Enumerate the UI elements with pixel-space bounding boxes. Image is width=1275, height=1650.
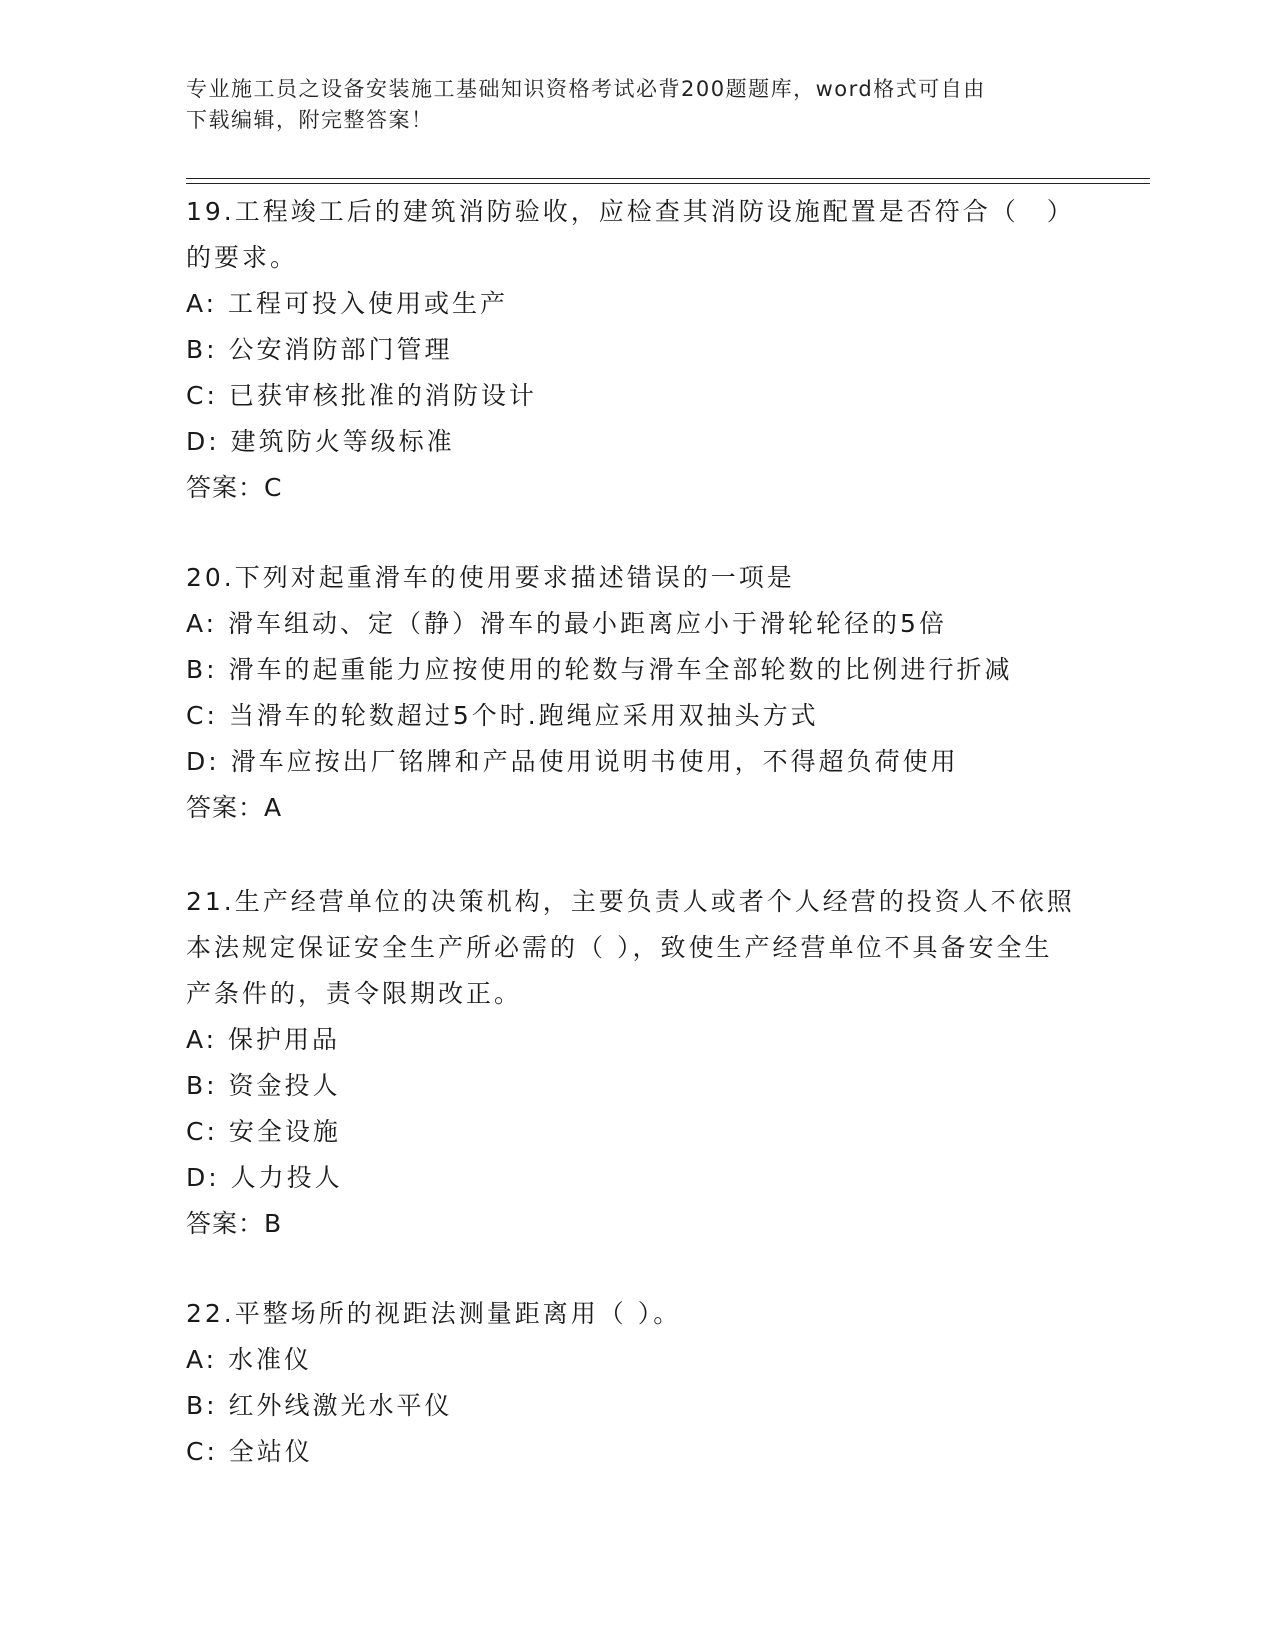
option-b: B: 资金投人: [186, 1071, 341, 1100]
question-spacer: [186, 1247, 1150, 1291]
question-spacer: [186, 511, 1150, 555]
option-c: C: 已获审核批准的消防设计: [186, 381, 537, 410]
option-a: A: 滑车组动、定（静）滑车的最小距离应小于滑轮轮径的5倍: [186, 609, 947, 638]
question-stem: 19.工程竣工后的建筑消防验收，应检查其消防设施配置是否符合（ ）的要求。: [186, 197, 1075, 272]
option-d: D: 人力投人: [186, 1163, 343, 1192]
answer: 答案：C: [186, 473, 283, 502]
header-divider: [186, 178, 1150, 179]
question-stem: 20.下列对起重滑车的使用要求描述错误的一项是: [186, 563, 795, 592]
question-spacer: [186, 831, 1150, 879]
question-21: [186, 879, 1150, 1247]
option-d: D: 滑车应按出厂铭牌和产品使用说明书使用，不得超负荷使用: [186, 747, 959, 776]
option-c: C: 安全设施: [186, 1117, 341, 1146]
option-c: C: 当滑车的轮数超过5个时.跑绳应采用双抽头方式: [186, 701, 819, 730]
question-20: [186, 555, 1150, 831]
header-line: 专业施工员之设备安装施工基础知识资格考试必背200题题库，word格式可自由: [186, 77, 986, 101]
question-19: [186, 189, 1150, 511]
option-a: A: 保护用品: [186, 1025, 341, 1054]
question-22: [186, 1291, 1150, 1475]
header-divider: [186, 183, 1150, 184]
answer: 答案：A: [186, 793, 283, 822]
question-stem: 22.平整场所的视距法测量距离用（ ）。: [186, 1299, 682, 1328]
option-c: C: 全站仪: [186, 1437, 313, 1466]
option-b: B: 红外线激光水平仪: [186, 1391, 453, 1420]
document-header: [186, 74, 1086, 136]
question-list: [186, 189, 1150, 1475]
option-b: B: 公安消防部门管理: [186, 335, 453, 364]
question-stem: 21.生产经营单位的决策机构，主要负责人或者个人经营的投资人不依照本法规定保证安全生产所必需的（ ），致使生产经营单位不具备安全生产条件的，责令限期改正。: [186, 887, 1075, 1008]
option-d: D: 建筑防火等级标准: [186, 427, 455, 456]
header-line: 下载编辑，附完整答案！: [186, 108, 434, 132]
option-b: B: 滑车的起重能力应按使用的轮数与滑车全部轮数的比例进行折减: [186, 655, 1013, 684]
answer: 答案：B: [186, 1209, 283, 1238]
option-a: A: 工程可投入使用或生产: [186, 289, 509, 318]
option-a: A: 水准仪: [186, 1345, 313, 1374]
